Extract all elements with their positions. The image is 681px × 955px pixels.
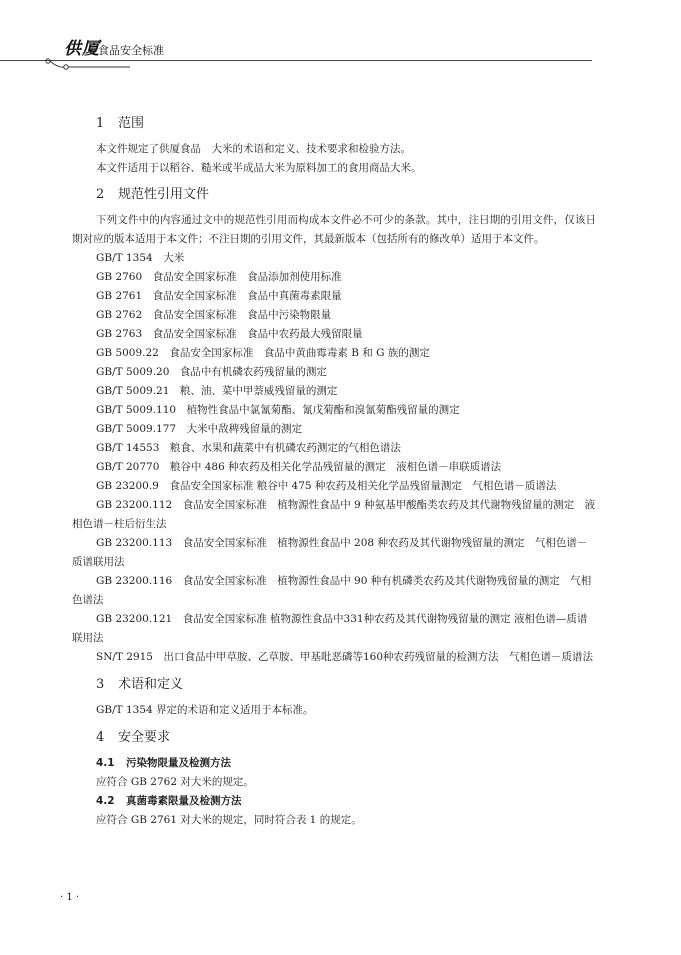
header-ornament xyxy=(30,56,140,76)
header-subtitle: 食品安全标准 xyxy=(98,44,164,57)
section-number: 2 xyxy=(96,187,105,202)
paragraph: 下列文件中的内容通过文中的规范性引用而构成本文件必不可少的条款。其中，注日期的引用文件，仅该日期对应的版本适用于本文件；不注日期的引用文件，其最新版本（包括所有的修改单）适用于本文件。 xyxy=(72,214,596,245)
section-4-heading xyxy=(72,728,596,748)
subsection-title: 污染物限量及检测方法 xyxy=(126,757,231,769)
reference-item: GB 23200.121 食品安全国家标准 植物源性食品中331种农药及其代谢物残留量的测定 液相色谱—质谱联用法 xyxy=(72,613,588,644)
page-header xyxy=(0,0,681,80)
section-title: 安全要求 xyxy=(118,730,171,745)
reference-item: GB 23200.112 食品安全国家标准 植物源性食品中 9 种氨基甲酸酯类农药及其代谢物残留量的测定 液相色谱－柱后衍生法 xyxy=(72,499,596,530)
reference-item: GB 2760 食品安全国家标准 食品添加剂使用标准 xyxy=(96,271,342,283)
section-title: 范围 xyxy=(118,116,145,131)
reference-item: GB/T 14553 粮食、水果和蔬菜中有机磷农药测定的气相色谱法 xyxy=(96,442,401,454)
document-body xyxy=(72,114,596,830)
reference-item: GB 2761 食品安全国家标准 食品中真菌毒素限量 xyxy=(96,290,342,302)
reference-item: GB/T 20770 粮谷中 486 种农药及相关化学品残留量的测定 液相色谱－串联质谱法 xyxy=(96,461,502,473)
section-3-heading xyxy=(72,675,596,695)
section-number: 3 xyxy=(96,677,105,692)
reference-item: GB 2763 食品安全国家标准 食品中农药最大残留限量 xyxy=(96,328,363,340)
reference-item: GB 5009.22 食品安全国家标准 食品中黄曲霉毒素 B 和 G 族的测定 xyxy=(96,347,430,359)
subsection-number: 4.2 xyxy=(96,795,115,807)
subsection-4-2-heading xyxy=(72,792,596,811)
reference-list xyxy=(72,249,596,667)
section-title: 规范性引用文件 xyxy=(118,187,210,202)
reference-item: GB/T 1354 大米 xyxy=(96,252,185,264)
section-2-heading xyxy=(72,185,596,205)
subsection-number: 4.1 xyxy=(96,757,115,769)
section-title: 术语和定义 xyxy=(118,677,184,692)
reference-item: SN/T 2915 出口食品中甲草胺、乙草胺、甲基吡恶磷等160种农药残留量的检测方法 气相色谱－质谱法 xyxy=(96,651,594,663)
reference-item: GB 23200.9 食品安全国家标准 粮谷中 475 种农药及相关化学品残留量测定 气相色谱－质谱法 xyxy=(96,480,557,492)
reference-item: GB/T 5009.20 食品中有机磷农药残留量的测定 xyxy=(96,366,327,378)
reference-item: GB/T 5009.110 植物性食品中氯氰菊酯、氰戊菊酯和溴氰菊酯残留量的测定 xyxy=(96,404,460,416)
section-number: 1 xyxy=(96,116,105,131)
page-number: · 1 · xyxy=(60,892,80,903)
reference-item: GB/T 5009.177 大米中敌稗残留量的测定 xyxy=(96,423,303,435)
subsection-4-1-heading xyxy=(72,754,596,773)
paragraph: 应符合 GB 2762 对大米的规定。 xyxy=(96,776,254,788)
subsection-title: 真菌毒素限量及检测方法 xyxy=(126,795,242,807)
reference-item: GB/T 5009.21 粮、油、菜中甲萘威残留量的测定 xyxy=(96,385,338,397)
paragraph: GB/T 1354 界定的术语和定义适用于本标准。 xyxy=(96,704,314,716)
paragraph: 本文件规定了供厦食品 大米的术语和定义、技术要求和检验方法。 xyxy=(96,143,411,155)
brand-logo: 供厦 xyxy=(64,39,100,59)
reference-item: GB 23200.116 食品安全国家标准 植物源性食品中 90 种有机磷类农药及其代谢物残留量的测定 气相色谱法 xyxy=(72,575,592,606)
paragraph: 应符合 GB 2761 对大米的规定，同时符合表 1 的规定。 xyxy=(96,814,362,826)
section-number: 4 xyxy=(96,730,105,745)
paragraph: 本文件适用于以稻谷、糙米或半成品大米为原料加工的食用商品大米。 xyxy=(96,162,422,174)
reference-item: GB 23200.113 食品安全国家标准 植物源性食品中 208 种农药及其代谢物残留量的测定 气相色谱－质谱联用法 xyxy=(72,537,588,568)
section-1-heading xyxy=(72,114,596,134)
reference-item: GB 2762 食品安全国家标准 食品中污染物限量 xyxy=(96,309,332,321)
